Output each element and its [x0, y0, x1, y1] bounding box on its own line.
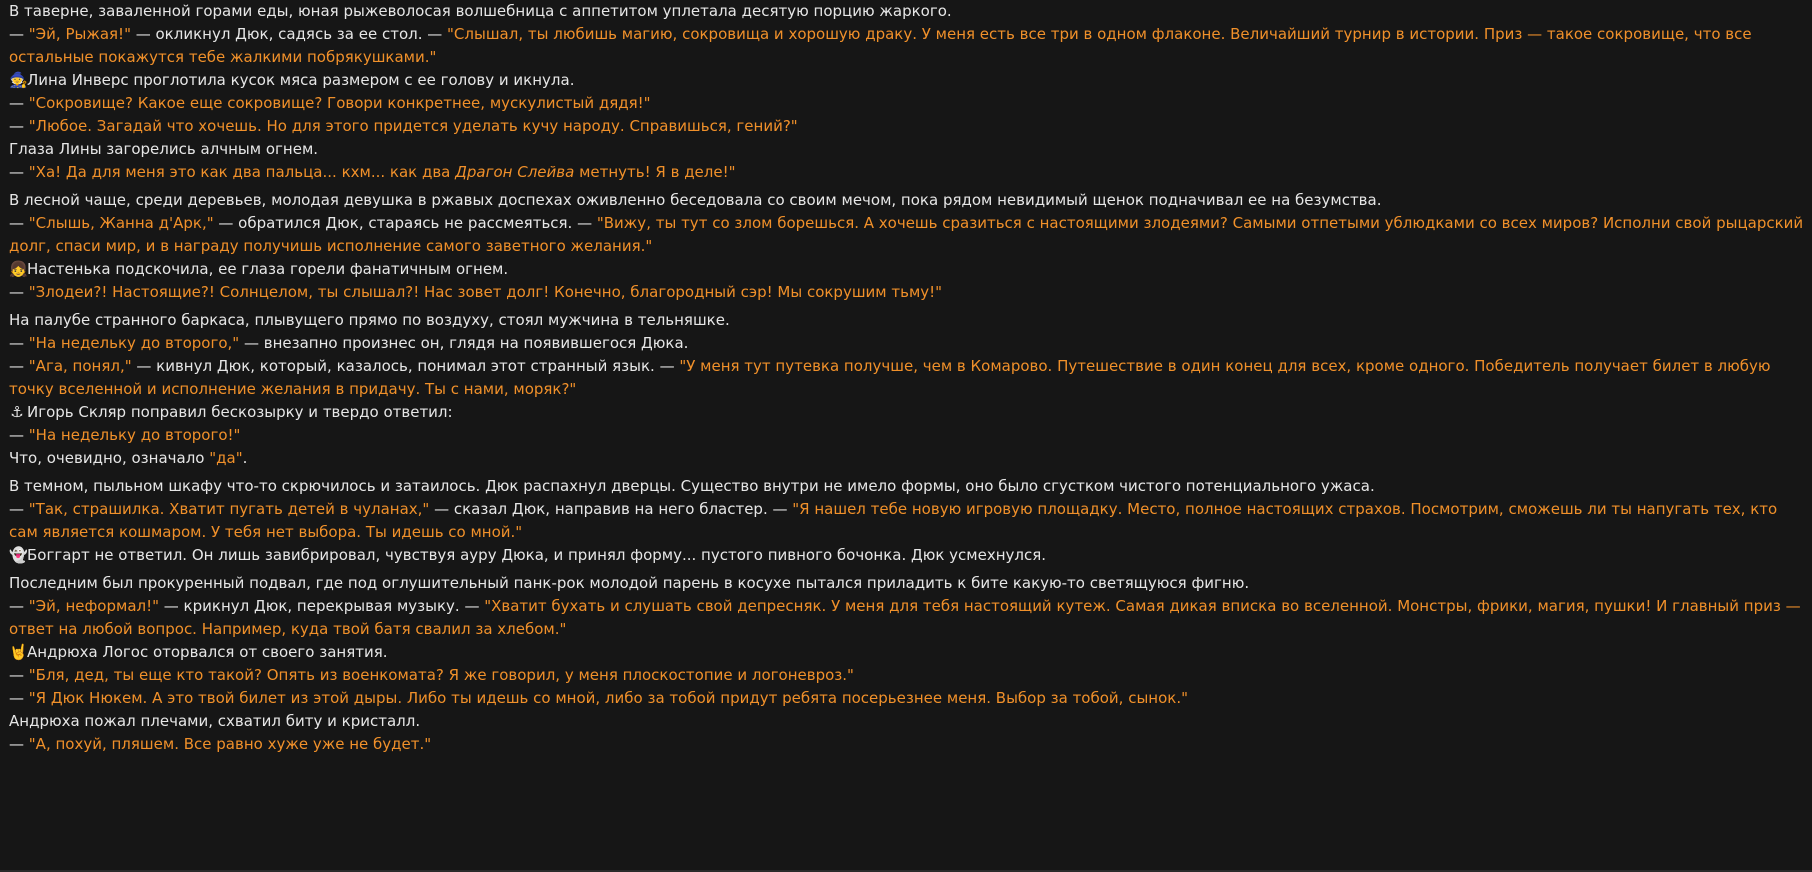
dialogue-line [9, 664, 1809, 687]
dialogue-line [9, 161, 1809, 184]
dialogue-line [9, 332, 1809, 355]
narration-line: Андрюха пожал плечами, схватил биту и кристалл. [9, 712, 421, 730]
narration-text: Что, очевидно, означало [9, 449, 210, 467]
narration-text: Лина Инверс проглотила кусок мяса размером с ее голову и икнула. [27, 71, 575, 89]
narration-boat: На палубе странного баркаса, плывущего прямо по воздуху, стоял мужчина в тельняшке. [9, 311, 730, 329]
quote-text: "Эй, Рыжая!" [28, 25, 131, 43]
quote-text: "У меня тут путевка получше, чем в Комарово. Путешествие в один конец для всех, кроме одного. Победитель получает билет в любую точку вселенной и исполнение желания в придачу. Ты с нами, моряк?" [9, 357, 1771, 398]
dash: — [9, 426, 29, 444]
quote-text: "Я нашел тебе новую игровую площадку. Место, полное настоящих страхов. Посмотрим, сможешь ли ты напугать тех, кто сам является кошмаром. У тебя нет выбора. Ты идешь со мной." [9, 500, 1778, 541]
ghost-icon: 👻 [9, 546, 28, 564]
quote-text: "Я Дюк Нюкем. А это твой билет из этой дыры. Либо ты идешь со мной, либо за тобой придут ребята посерьезнее меня. Выбор за тобой, сынок." [28, 689, 1188, 707]
quote-emphasis: Драгон Слейва [455, 163, 575, 181]
dash: — [9, 25, 29, 43]
quote-text: "Ха! Да для меня это как два пальца... кхм... как два [28, 163, 456, 181]
narration-basement: Последним был прокуренный подвал, где под оглушительный панк-рок молодой парень в косухе пытался приладить к бите какую-то светящуюся фигню. [9, 574, 1250, 592]
dash: — [9, 500, 29, 518]
quote-text: "На недельку до второго!" [28, 426, 241, 444]
wizard-icon: 🧙 [9, 71, 28, 89]
narration-text: Настенька подскочила, ее глаза горели фанатичным огнем. [27, 260, 509, 278]
dash: — [9, 117, 29, 135]
quote-text: "да" [209, 449, 243, 467]
dash: — [9, 689, 29, 707]
dialogue-line [9, 733, 1809, 756]
quote-text: "Слышь, Жанна д'Арк," [28, 214, 214, 232]
quote-text: "Вижу, ты тут со злом борешься. А хочешь сразиться с настоящими злодеями? Самыми отпетыми ублюдками со всех миров? Исполни свой рыцарский долг, спаси мир, и в награду получишь исполнение самого заветного желания." [9, 214, 1804, 255]
narration-forest: В лесной чаще, среди деревьев, молодая девушка в ржавых доспехах оживленно беседовала со своим мечом, пока рядом невидимый щенок подначивал ее на безумства. [9, 191, 1382, 209]
narration-text: Андрюха Логос оторвался от своего занятия. [27, 643, 388, 661]
dash: — [9, 666, 29, 684]
dialogue-line [9, 687, 1809, 710]
narration-text: Боггарт не ответил. Он лишь завибрировал, чувствуя ауру Дюка, и принял форму... пустого пивного бочонка. Дюк усмехнулся. [27, 546, 1047, 564]
narration-inline: — обратился Дюк, стараясь не рассмеяться. — [213, 214, 597, 232]
narration-text: Игорь Скляр поправил бескозырку и твердо ответил: [27, 403, 453, 421]
narration-line: Глаза Лины загорелись алчным огнем. [9, 140, 319, 158]
quote-text: метнуть! Я в деле!" [574, 163, 736, 181]
dialogue-line [9, 498, 1809, 544]
quote-text: "Бля, дед, ты еще кто такой? Опять из военкомата? Я же говорил, у меня плоскостопие и логоневроз." [28, 666, 854, 684]
narration-line [9, 258, 1809, 281]
dash: — [9, 597, 29, 615]
girl-icon: 👧 [9, 260, 28, 278]
dash: — [9, 283, 29, 301]
narration-tavern: В таверне, заваленной горами еды, юная рыжеволосая волшебница с аппетитом уплетала десятую порцию жаркого. [9, 2, 952, 20]
quote-text: "Так, страшилка. Хватит пугать детей в чуланах," [28, 500, 430, 518]
anchor-icon: ⚓ [10, 403, 24, 421]
dialogue-line [9, 355, 1809, 401]
rock-hand-icon: 🤘 [9, 643, 28, 661]
narration-text: . [242, 449, 248, 467]
narration-inline: — окликнул Дюк, садясь за ее стол. — [130, 25, 448, 43]
dash: — [9, 334, 29, 352]
dash: — [9, 163, 29, 181]
quote-text: "Сокровище? Какое еще сокровище? Говори конкретнее, мускулистый дядя!" [28, 94, 651, 112]
narration-line [9, 544, 1809, 567]
dialogue-line [9, 92, 1809, 115]
dash: — [9, 357, 29, 375]
chat-message-content [9, 0, 1809, 756]
quote-text: "Хватит бухать и слушать свой депресняк. У меня для тебя настоящий кутеж. Самая дикая вписка во вселенной. Монстры, фрики, магия, пушки! И главный приз — ответ на любой вопрос. Например, куда твой батя свалил за хлебом." [9, 597, 1801, 638]
dash: — [9, 214, 29, 232]
narration-line [9, 401, 1809, 424]
narration-line [9, 447, 1809, 470]
dash: — [9, 94, 29, 112]
narration-inline: — внезапно произнес он, глядя на появившегося Дюка. [239, 334, 689, 352]
quote-text: "На недельку до второго," [28, 334, 240, 352]
dash: — [9, 735, 29, 753]
quote-text: "А, похуй, пляшем. Все равно хуже уже не будет." [28, 735, 432, 753]
quote-text: "Злодеи?! Настоящие?! Солнцелом, ты слышал?! Нас зовет долг! Конечно, благородный сэр! Мы сокрушим тьму!" [28, 283, 943, 301]
dialogue-line [9, 23, 1809, 69]
quote-text: "Эй, неформал!" [28, 597, 160, 615]
dialogue-line [9, 115, 1809, 138]
narration-line [9, 69, 1809, 92]
dialogue-line [9, 424, 1809, 447]
narration-line [9, 641, 1809, 664]
quote-text: "Любое. Загадай что хочешь. Но для этого придется уделать кучу народу. Справишься, гений?" [28, 117, 798, 135]
dialogue-line [9, 595, 1809, 641]
dialogue-line [9, 281, 1809, 304]
quote-text: "Ага, понял," [28, 357, 132, 375]
quote-text: "Слышал, ты любишь магию, сокровища и хорошую драку. У меня есть все три в одном флаконе. Величайший турнир в истории. Приз — такое сокровище, что все остальные покажутся тебе жалкими побрякушками." [9, 25, 1752, 66]
narration-closet: В темном, пыльном шкафу что-то скрючилось и затаилось. Дюк распахнул дверцы. Существо внутри не имело формы, оно было сгустком чистого потенциального ужаса. [9, 477, 1375, 495]
narration-inline: — крикнул Дюк, перекрывая музыку. — [159, 597, 485, 615]
narration-inline: — кивнул Дюк, который, казалось, понимал этот странный язык. — [131, 357, 680, 375]
dialogue-line [9, 212, 1809, 258]
narration-inline: — сказал Дюк, направив на него бластер. — [429, 500, 793, 518]
